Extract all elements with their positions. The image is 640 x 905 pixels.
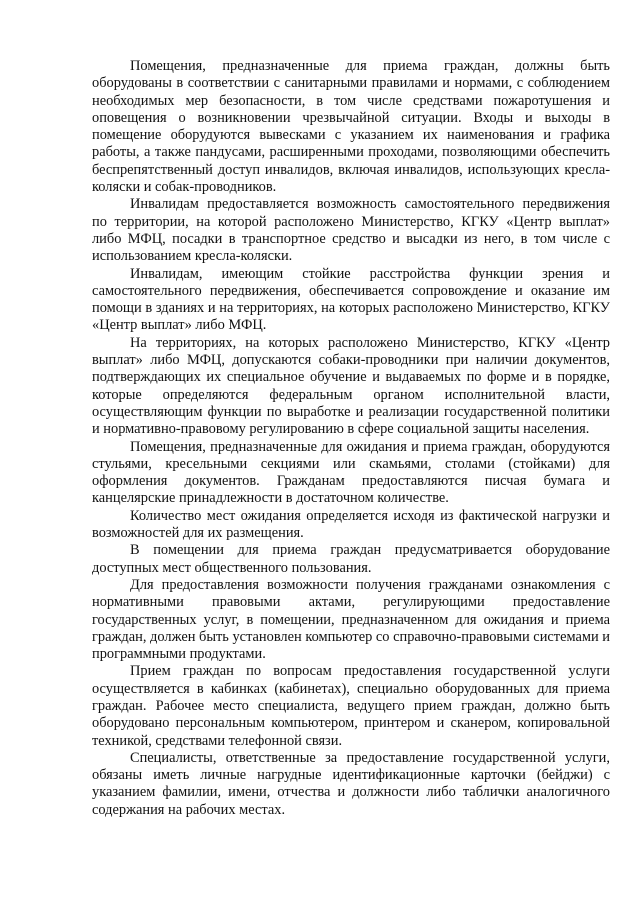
paragraph-computer: Для предоставления возможности получения гражданами ознакомления с нормативными правовыми актами, регулирующими предоставление государственных услуг, в помещении, предназначенном для ожидания и приема граждан, должен быть установлен компьютер со справочно-правовыми системами и программными продуктами. [92, 576, 610, 663]
paragraph-waiting-places: Количество мест ожидания определяется исходя из фактической нагрузки и возможностей для их размещения. [92, 507, 610, 542]
paragraph-escort: Инвалидам, имеющим стойкие расстройства функции зрения и самостоятельного передвижения, обеспечивается сопровождение и оказание им помощи в зданиях и на территориях, на которых расположено Министерство, КГКУ «Центр выплат» либо МФЦ. [92, 265, 610, 334]
paragraph-mobility: Инвалидам предоставляется возможность самостоятельного передвижения по территории, на которой расположено Министерство, КГКУ «Центр выплат» либо МФЦ, посадки в транспортное средство и высадки из него, в том числе с использованием кресла-коляски. [92, 196, 610, 265]
document-page [92, 58, 610, 819]
paragraph-reception-workplace: Прием граждан по вопросам предоставления государственной услуги осуществляется в кабинках (кабинетах), специально оборудованных для приема граждан. Рабочее место специалиста, ведущего прием граждан, должно быть оборудовано персональным компьютером, принтером и сканером, копировальной техникой, средствами телефонной связи. [92, 663, 610, 749]
paragraph-entrances: Помещения, предназначенные для приема граждан, должны быть оборудованы в соответствии с санитарными правилами и нормами, с соблюдением необходимых мер безопасности, в том числе средствами пожаротушения и оповещения о возникновении чрезвычайной ситуации. Входы и выходы в помещение оборудуются вывесками с указанием их наименования и графика работы, а также пандусами, расширенными проходами, позволяющими обеспечить беспрепятственный доступ инвалидов, включая инвалидов, использующих кресла-коляски и собак-проводников. [92, 58, 610, 196]
paragraph-badges: Специалисты, ответственные за предоставление государственной услуги, обязаны иметь личные нагрудные идентификационные карточки (бейджи) с указанием фамилии, имени, отчества и должности либо таблички аналогичного содержания на рабочих местах. [92, 749, 610, 818]
paragraph-waiting-furniture: Помещения, предназначенные для ожидания и приема граждан, оборудуются стульями, кресельными секциями или скамьями, столами (стойками) для оформления документов. Гражданам предоставляются писчая бумага и канцелярские принадлежности в достаточном количестве. [92, 438, 610, 507]
paragraph-guide-dogs: На территориях, на которых расположено Министерство, КГКУ «Центр выплат» либо МФЦ, допускаются собаки-проводники при наличии документов, подтверждающих их специальное обучение и выдаваемых по форме и в порядке, которые определяются федеральным органом исполнительной власти, осуществляющим функции по выработке и реализации государственной политики и нормативно-правовому регулированию в сфере социальной защиты населения. [92, 334, 610, 438]
paragraph-public-facilities: В помещении для приема граждан предусматривается оборудование доступных мест общественного пользования. [92, 542, 610, 576]
